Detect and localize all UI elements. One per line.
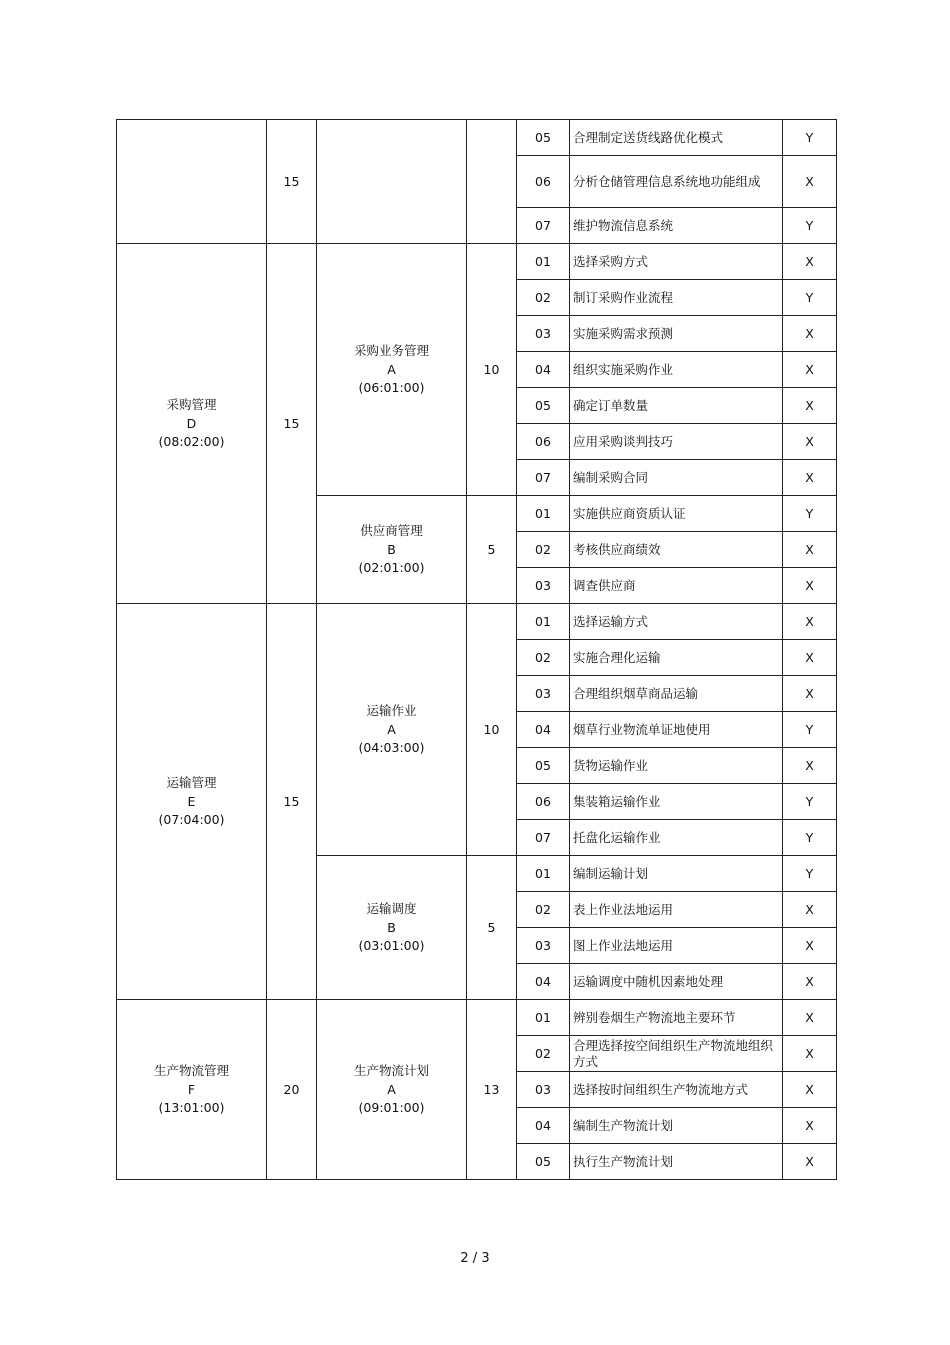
content-table	[116, 119, 837, 1180]
unit-name: 运输作业	[366, 703, 417, 719]
item-code: 05	[517, 120, 570, 156]
item-code: 07	[517, 208, 570, 244]
item-code: 06	[517, 156, 570, 208]
item-name: 编制采购合同	[570, 460, 783, 496]
item-name: 实施采购需求预测	[570, 316, 783, 352]
item-mark: X	[783, 388, 837, 424]
item-code: 06	[517, 424, 570, 460]
item-mark: X	[783, 928, 837, 964]
module-code: (07:04:00)	[158, 812, 225, 828]
item-name: 烟草行业物流单证地使用	[570, 712, 783, 748]
item-code: 04	[517, 712, 570, 748]
unit-code: (02:01:00)	[358, 560, 425, 576]
unit-weight-cell-empty	[467, 120, 517, 244]
item-code: 02	[517, 892, 570, 928]
item-mark: X	[783, 964, 837, 1000]
item-mark: X	[783, 1000, 837, 1036]
item-mark: X	[783, 568, 837, 604]
item-mark: Y	[783, 784, 837, 820]
unit-cell	[317, 1000, 467, 1180]
item-name: 编制运输计划	[570, 856, 783, 892]
unit-letter: B	[387, 919, 396, 935]
item-mark: X	[783, 676, 837, 712]
module-name: 生产物流管理	[153, 1063, 229, 1079]
unit-weight-cell: 13	[467, 1000, 517, 1180]
item-code: 05	[517, 388, 570, 424]
item-name: 制订采购作业流程	[570, 280, 783, 316]
item-code: 03	[517, 568, 570, 604]
module-name: 采购管理	[166, 397, 217, 413]
item-mark: X	[783, 640, 837, 676]
table-row	[117, 244, 837, 280]
module-cell-empty	[117, 120, 267, 244]
module-letter: F	[187, 1081, 196, 1097]
unit-code: (03:01:00)	[358, 938, 425, 954]
unit-letter: A	[387, 1081, 396, 1097]
unit-cell	[317, 856, 467, 1000]
item-name: 托盘化运输作业	[570, 820, 783, 856]
item-code: 02	[517, 640, 570, 676]
item-code: 01	[517, 1000, 570, 1036]
item-mark: X	[783, 1072, 837, 1108]
item-mark: X	[783, 1108, 837, 1144]
module-code: (08:02:00)	[158, 434, 225, 450]
item-mark: X	[783, 892, 837, 928]
unit-letter: B	[387, 541, 396, 557]
item-name: 应用采购谈判技巧	[570, 424, 783, 460]
item-code: 03	[517, 1072, 570, 1108]
module-weight-cell: 15	[267, 244, 317, 604]
item-name: 辨别卷烟生产物流地主要环节	[570, 1000, 783, 1036]
unit-weight-cell: 10	[467, 604, 517, 856]
module-letter: D	[186, 415, 197, 431]
unit-weight-cell: 5	[467, 496, 517, 604]
item-mark: Y	[783, 280, 837, 316]
item-name: 维护物流信息系统	[570, 208, 783, 244]
item-mark: X	[783, 748, 837, 784]
item-code: 01	[517, 496, 570, 532]
table-row	[117, 1000, 837, 1036]
item-name: 合理制定送货线路优化模式	[570, 120, 783, 156]
item-mark: X	[783, 1144, 837, 1180]
item-code: 01	[517, 604, 570, 640]
item-code: 02	[517, 532, 570, 568]
item-code: 03	[517, 928, 570, 964]
module-weight-cell: 15	[267, 604, 317, 1000]
page-number: 2 / 3	[460, 1251, 490, 1266]
item-name: 确定订单数量	[570, 388, 783, 424]
unit-letter: A	[387, 361, 396, 377]
unit-code: (06:01:00)	[358, 380, 425, 396]
item-code: 04	[517, 964, 570, 1000]
unit-cell-empty	[317, 120, 467, 244]
table-row	[117, 604, 837, 640]
module-weight-cell: 20	[267, 1000, 317, 1180]
unit-cell	[317, 496, 467, 604]
item-mark: X	[783, 316, 837, 352]
unit-cell	[317, 604, 467, 856]
item-name: 执行生产物流计划	[570, 1144, 783, 1180]
table-row	[117, 120, 837, 156]
item-name: 分析仓储管理信息系统地功能组成	[570, 156, 783, 208]
item-mark: Y	[783, 208, 837, 244]
item-mark: X	[783, 424, 837, 460]
item-mark: Y	[783, 712, 837, 748]
item-mark: X	[783, 352, 837, 388]
module-letter: E	[187, 793, 196, 809]
unit-name: 生产物流计划	[353, 1063, 429, 1079]
item-code: 01	[517, 244, 570, 280]
item-name: 考核供应商绩效	[570, 532, 783, 568]
item-name: 合理组织烟草商品运输	[570, 676, 783, 712]
item-mark: X	[783, 244, 837, 280]
item-mark: Y	[783, 496, 837, 532]
module-name: 运输管理	[166, 775, 217, 791]
item-name: 编制生产物流计划	[570, 1108, 783, 1144]
item-code: 03	[517, 676, 570, 712]
item-code: 04	[517, 352, 570, 388]
module-cell	[117, 604, 267, 1000]
unit-cell	[317, 244, 467, 496]
item-code: 02	[517, 280, 570, 316]
item-name: 运输调度中随机因素地处理	[570, 964, 783, 1000]
item-mark: X	[783, 604, 837, 640]
item-code: 06	[517, 784, 570, 820]
unit-weight-cell: 5	[467, 856, 517, 1000]
item-name: 集装箱运输作业	[570, 784, 783, 820]
item-name: 货物运输作业	[570, 748, 783, 784]
item-name: 组织实施采购作业	[570, 352, 783, 388]
item-mark: X	[783, 156, 837, 208]
item-mark: Y	[783, 856, 837, 892]
item-name: 选择按时间组织生产物流地方式	[570, 1072, 783, 1108]
item-code: 05	[517, 1144, 570, 1180]
unit-name: 供应商管理	[360, 523, 423, 539]
item-mark: Y	[783, 820, 837, 856]
module-code: (13:01:00)	[158, 1100, 225, 1116]
unit-letter: A	[387, 721, 396, 737]
item-code: 04	[517, 1108, 570, 1144]
unit-code: (09:01:00)	[358, 1100, 425, 1116]
unit-name: 采购业务管理	[353, 343, 429, 359]
unit-name: 运输调度	[366, 901, 417, 917]
item-mark: Y	[783, 120, 837, 156]
module-weight-cell: 15	[267, 120, 317, 244]
item-name: 表上作业法地运用	[570, 892, 783, 928]
item-code: 05	[517, 748, 570, 784]
item-name: 调查供应商	[570, 568, 783, 604]
item-code: 03	[517, 316, 570, 352]
item-name: 选择采购方式	[570, 244, 783, 280]
item-code: 07	[517, 460, 570, 496]
unit-code: (04:03:00)	[358, 740, 425, 756]
item-code: 02	[517, 1036, 570, 1072]
item-name: 选择运输方式	[570, 604, 783, 640]
item-name: 合理选择按空间组织生产物流地组织方式	[570, 1036, 783, 1072]
item-name: 实施合理化运输	[570, 640, 783, 676]
unit-weight-cell: 10	[467, 244, 517, 496]
item-mark: X	[783, 532, 837, 568]
item-mark: X	[783, 460, 837, 496]
module-cell	[117, 244, 267, 604]
item-name: 实施供应商资质认证	[570, 496, 783, 532]
item-code: 07	[517, 820, 570, 856]
module-cell	[117, 1000, 267, 1180]
item-name: 图上作业法地运用	[570, 928, 783, 964]
item-code: 01	[517, 856, 570, 892]
item-mark: X	[783, 1036, 837, 1072]
